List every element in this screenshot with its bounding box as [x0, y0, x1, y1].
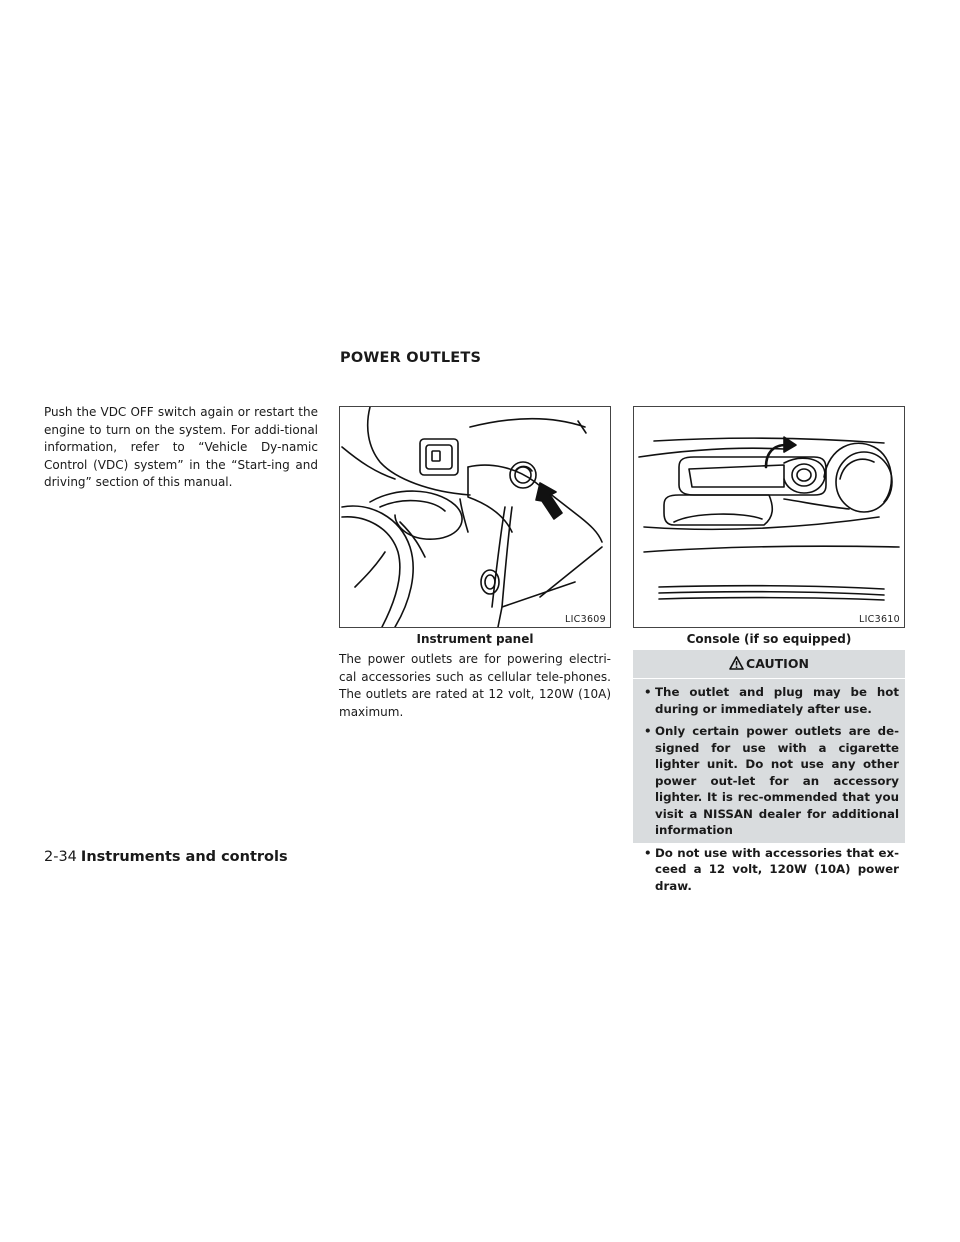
caution-title — [633, 656, 905, 673]
caution-list — [633, 678, 905, 900]
caution-title-text: CAUTION — [746, 656, 809, 671]
caution-item: • Only certain power outlets are de-signed for use with a cigarette lighter unit. Do not use any other power out-let for an accessory lighter. It is rec-ommended that you visit a NISSAN dealer for additional information — [644, 724, 899, 837]
figure-code: LIC3610 — [858, 614, 900, 625]
power-outlet-paragraph: The power outlets are for powering electri-cal accessories such as cellular tele-phones. The outlets are rated at 12 volt, 120W (10A) maximum. — [339, 652, 611, 719]
figure-code: LIC3609 — [564, 614, 606, 625]
caution-box — [633, 650, 905, 893]
instrument-panel-drawing — [340, 407, 610, 627]
instrument-panel-illustration — [339, 406, 611, 628]
page-number: 2-34 — [44, 849, 77, 865]
page-footer — [44, 849, 288, 865]
console-drawing — [634, 407, 904, 627]
vdc-paragraph: Push the VDC OFF switch again or restart the engine to turn on the system. For addi-tional information, refer to “Vehicle Dy-namic Control (VDC) system” in the “Start-ing and driving” section of this manual. — [44, 405, 318, 489]
warning-triangle-icon — [729, 656, 744, 673]
caution-item: • Do not use with accessories that ex-ceed a 12 volt, 120W (10A) power draw. — [644, 845, 899, 893]
footer-section-title: Instruments and controls — [80, 849, 288, 865]
console-illustration — [633, 406, 905, 628]
figure-caption: Instrument panel — [416, 632, 534, 646]
figure-caption: Console (if so equipped) — [686, 632, 852, 646]
caution-item: • The outlet and plug may be hot during or immediately after use. — [644, 685, 899, 716]
section-heading: POWER OUTLETS — [340, 350, 482, 366]
